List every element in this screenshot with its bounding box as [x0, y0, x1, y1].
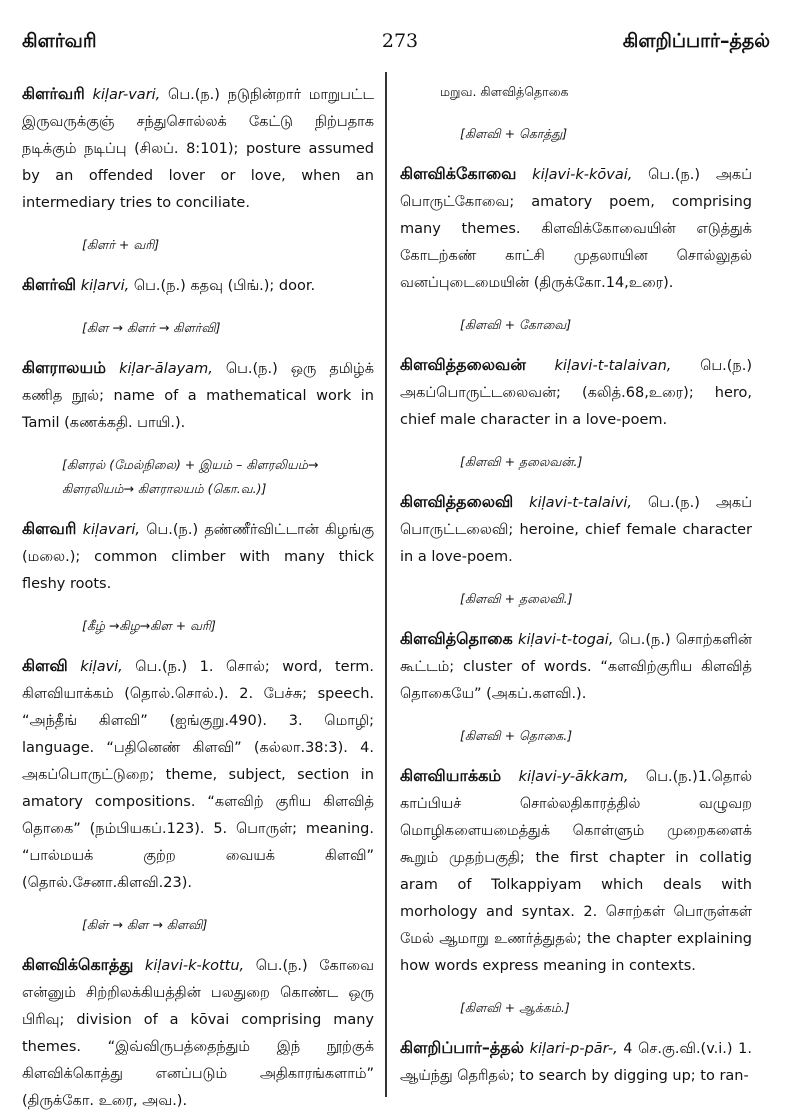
dictionary-entry — [400, 488, 752, 571]
dictionary-entry — [400, 1034, 752, 1090]
etymology: [கிளரல் (மேல்நிலை) + இயம் – கிளரலியம்→ கிளரலியம்→ கிளராலயம் (கொ.வ.)] — [62, 457, 319, 496]
definition: பெ.(ந.) நடுநின்றார் மாறுபட்ட இருவருக்குஞ் சந்துசொல்லக் கேட்டு நிற்பதாக நடிக்கும் நடிப்பு (சிலப். 8:101); posture assumed by an offended lover or love, when an intermediary tries to conciliate. — [22, 87, 375, 211]
dictionary-entry — [22, 271, 374, 300]
headword: கிளவித்தொகை — [400, 629, 513, 648]
definition: பெ.(ந.) கதவு (பிங்.); door. — [129, 278, 316, 294]
definition: பெ.(ந.) ஒரு தமிழ்க் கணித நூல்; name of a mathematical work in Tamil (கணக்கதி. பாயி.). — [22, 361, 374, 431]
etymology: [கிள் → கிள → கிளவி] — [82, 917, 208, 932]
dictionary-entry — [22, 951, 374, 1115]
dictionary-entry — [400, 625, 752, 708]
headword: கிளவித்தலைவன் — [400, 355, 526, 374]
dictionary-entry — [400, 160, 752, 297]
transliteration: kiḷavi-t-talaivi, — [529, 495, 633, 511]
definition: பெ.(ந.) சொற்களின் கூட்டம்; cluster of words. “களவிற்குரிய கிளவித் தொகையே” (அகப்.களவி.). — [400, 632, 752, 702]
header-first-word: கிளர்வரி — [22, 30, 97, 52]
transliteration: kiḷavi-t-talaivan, — [554, 358, 672, 374]
definition: பெ.(ந.) அகப்பொருட்டலைவன்; (கலித்.68,உரை); hero, chief male character in a love-poem. — [400, 358, 752, 428]
transliteration: kiḷar-ālayam, — [119, 361, 213, 377]
transliteration: kiḷarvi, — [80, 278, 130, 294]
column-divider — [385, 72, 387, 1097]
etymology: [கிளவி + தலைவி.] — [460, 591, 573, 606]
dictionary-entry — [22, 515, 374, 598]
definition: பெ.(ந.) அகப் பொருட்டலைவி; heroine, chief female character in a love-poem. — [400, 495, 753, 565]
etymology: [கிளவி + தலைவன்.] — [460, 454, 583, 469]
transliteration: kiḷavi-y-ākkam, — [518, 769, 629, 785]
etymology: [கிளவி + ஆக்கம்.] — [460, 1000, 570, 1015]
synonym-note: மறுவ. கிளவித்தொகை — [440, 84, 569, 99]
page-number: 273 — [381, 30, 419, 52]
definition: பெ.(ந.) தண்ணீர்விட்டான் கிழங்கு (மலை.); common climber with many thick fleshy roots. — [22, 522, 375, 592]
dictionary-entry — [400, 762, 752, 980]
transliteration: kiḷavi-k-kottu, — [144, 958, 245, 974]
headword: கிளவியாக்கம் — [400, 766, 502, 785]
headword: கிளர்வரி — [22, 84, 85, 103]
headword: கிளர்வி — [22, 275, 77, 294]
etymology: [கிளவி + கோவை] — [460, 317, 572, 332]
definition: பெ.(ந.)1.தொல் காப்பியச் சொல்லதிகாரத்தில் வழுவற மொழிகளையமைத்துக் கொள்ளும் முறைகளைக் கூறும் முதற்பகுதி; the first chapter in collatig aram of Tolkappiyam which deals with morhology and syntax. 2. சொற்கள் பொருள்கள் மேல் ஆமாறு உணர்த்துதல்; the chapter explaining how words express meaning in contexts. — [400, 769, 753, 974]
left-column — [22, 80, 374, 1115]
dictionary-entry — [22, 652, 374, 897]
etymology: [கிளவி + கொத்து] — [460, 126, 568, 141]
etymology: [கிள → கிளர் → கிளர்வி] — [82, 320, 221, 335]
definition: 4 செ.கு.வி.(v.i.) 1. ஆய்ந்து தெரிதல்; to search by digging up; to ran- — [400, 1041, 753, 1084]
transliteration: kiḷavi-t-togai, — [518, 632, 614, 648]
headword: கிளவிக்கொத்து — [22, 955, 134, 974]
headword: கிளவித்தலைவி — [400, 492, 514, 511]
dictionary-entry — [22, 354, 374, 437]
headword: கிளவி — [22, 656, 68, 675]
transliteration: kiḷari-p-pār-, — [529, 1041, 618, 1057]
transliteration: kiḷar-vari, — [92, 87, 161, 103]
page-header — [0, 0, 800, 62]
transliteration: kiḷavi, — [80, 659, 123, 675]
header-last-word: கிளறிப்பார்–த்தல் — [622, 30, 770, 52]
definition: பெ.(ந.) அகப் பொருட்கோவை; amatory poem, comprising many themes. கிளவிக்கோவையின் எடுத்துக் கோடற்கண் காட்சி முதலாயின சொல்லுதல் வனப்புடைமையின் (திருக்கோ.14,உரை). — [400, 167, 753, 291]
definition: பெ.(ந.) 1. சொல்; word, term. கிளவியாக்கம் (தொல்.சொல்.). 2. பேச்சு; speech. “அந்தீங் கிளவி” (ஐங்குறு.490). 3. மொழி; language. “பதினெண் கிளவி” (கல்லா.38:3). 4. அகப்பொருட்டுறை; theme, subject, section in amatory compositions. “களவிற் குரிய கிளவித் தொகை” (நம்பியகப்.123). 5. பொருள்; meaning. “பால்மயக் குற்ற வையக் கிளவி” (தொல்.சேனா.கிளவி.23). — [22, 659, 375, 891]
transliteration: kiḷavari, — [82, 522, 140, 538]
headword: கிளராலயம் — [22, 358, 107, 377]
dictionary-entry — [400, 351, 752, 434]
definition: பெ.(ந.) கோவை என்னும் சிற்றிலக்கியத்தின் பலதுறை கொண்ட ஒரு பிரிவு; division of a kōvai comprising many themes. “இவ்விருபத்தைந்தும் இந் நூற்குக் கிளவிக்கொத்து எனப்படும் அதிகாரங்களாம்” (திருக்கோ. உரை, அவ.). — [22, 958, 375, 1109]
headword: கிளறிப்பார்–த்தல் — [400, 1038, 524, 1057]
etymology: [கிளர் + வரி] — [82, 237, 160, 252]
etymology: [கிளவி + தொகை.] — [460, 728, 573, 743]
transliteration: kiḷavi-k-kōvai, — [532, 167, 633, 183]
dictionary-entry — [22, 80, 374, 217]
headword: கிளவிக்கோவை — [400, 164, 517, 183]
headword: கிளவரி — [22, 519, 77, 538]
etymology: [கீழ் →கிழ→கிள + வரி] — [82, 618, 216, 633]
right-column — [400, 80, 752, 1090]
